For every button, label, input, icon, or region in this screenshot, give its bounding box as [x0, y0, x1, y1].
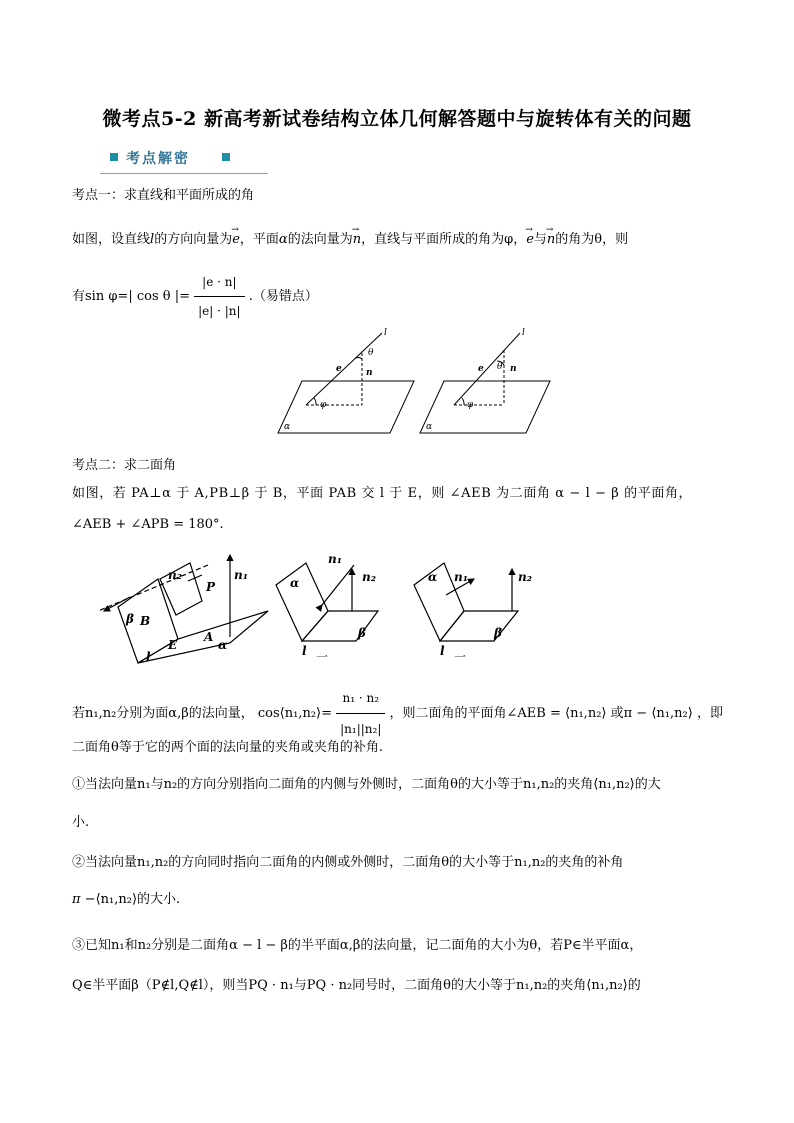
kd2-line2: ∠AEB + ∠APB = 180°. [72, 517, 224, 532]
kd1-note: .（易错点） [248, 289, 318, 304]
plane-alpha [420, 381, 550, 433]
para-fraction [336, 683, 385, 744]
kd1-vec-n: → n [547, 230, 555, 250]
plane-alpha [276, 563, 328, 641]
item-text: 的大小. [137, 892, 181, 907]
fig1-label-n: n [366, 368, 373, 378]
dihedral-angle-figures [90, 545, 550, 670]
theta-arc [356, 358, 362, 359]
banner-underline [100, 173, 268, 174]
kd1-formula-lhs: 有sin φ=| cos θ |= [72, 289, 190, 304]
banner-label: 考点解密 [126, 151, 190, 167]
angle-bracket: ⟨n₁,n₂⟩ [651, 706, 693, 721]
fig-label-l: l [146, 650, 151, 664]
fig-label-beta: β [126, 612, 134, 626]
angle-bracket: ⟨n₁,n₂⟩ [586, 978, 628, 993]
kd2-item3-cont [72, 976, 641, 996]
kd1-heading: 考点一：求直线和平面所成的角 [72, 188, 255, 203]
kd1-text: 与 [533, 232, 547, 247]
frac-numerator: n₁ · n₂ [336, 683, 385, 714]
angle-bracket: ⟨n₁,n₂⟩ [565, 706, 607, 721]
kd1-text: ，直线与平面所成的角为φ， [361, 232, 527, 247]
kd2-para-line2: 二面角θ等于它的两个面的法向量的夹角或夹角的补角. [72, 740, 383, 755]
fig3-label-alpha: α [428, 570, 438, 584]
plane-beta [440, 611, 518, 641]
kd1-vec-e: → e [526, 230, 534, 250]
fig2-label-n: n [510, 364, 517, 374]
banner-square-icon [110, 153, 118, 161]
fig1-label-theta: θ [368, 348, 374, 358]
fig-label-E: E [168, 638, 178, 652]
item-text: ①当法向量n₁与n₂的方向分别指向二面角的内侧与外侧时，二面角θ的大小等于n₁,n₂的夹角 [72, 777, 594, 792]
phi-arc [314, 398, 316, 405]
para-text: ，即 [696, 706, 723, 721]
kd1-formula-fraction [194, 268, 244, 325]
kd1-text: 的方向向量为 [154, 232, 233, 247]
fig1-label-alpha: α [284, 422, 291, 432]
fig-label-n1: n₁ [234, 568, 248, 582]
fig2-label-l: l [302, 644, 307, 658]
fig2-label-alpha: α [426, 422, 433, 432]
fig3-label-l: l [440, 644, 445, 658]
fig2-label-n2: n₂ [362, 570, 376, 584]
para-text: ，则二面角的平面角∠AEB = [389, 706, 561, 721]
kd2-item1 [72, 775, 661, 795]
fig-label-P: P [206, 580, 216, 594]
angle-bracket: ⟨n₁,n₂⟩ [95, 892, 138, 907]
fig3-label-bar: 一 [454, 650, 467, 664]
fig2-label-n1: n₁ [328, 552, 342, 566]
fig-label-B: B [140, 614, 151, 628]
banner-square-icon [222, 153, 230, 161]
kd2-heading: 考点二：求二面角 [72, 458, 177, 473]
fig-label-A: A [204, 630, 214, 644]
para-cos: cos⟨n₁,n₂⟩= [257, 706, 332, 721]
fig-label-n2: n₂ [168, 568, 182, 582]
kd2-item2: ②当法向量n₁,n₂的方向同时指向二面角的内侧或外侧时，二面角θ的大小等于n₁,n₂的夹角的补角 [72, 855, 624, 870]
item-pi: π − [72, 892, 96, 907]
frac-numerator: |e · n| [194, 268, 244, 297]
kd1-var-alpha: α [278, 232, 288, 247]
fig3-label-beta: β [494, 626, 502, 640]
fig2-label-phi: φ [467, 400, 474, 410]
fig2-label-l: l [522, 328, 525, 338]
kd1-vec-e: → e [232, 230, 240, 250]
fig3-label-n2: n₂ [518, 570, 532, 584]
kd1-vec-n: → n [353, 230, 361, 250]
page-title: 微考点5-2 新高考新试卷结构立体几何解答题中与旋转体有关的问题 [102, 108, 692, 130]
fig2-label-e: e [478, 364, 484, 374]
fig1-label-phi: φ [320, 400, 327, 410]
phi-arc [462, 398, 464, 405]
fig2-label-beta: β [358, 626, 366, 640]
normal-n1 [322, 565, 354, 605]
frac-denominator: |e| · |n| [198, 304, 241, 318]
section-banner [100, 146, 268, 174]
normal-n2 [98, 565, 208, 611]
figure-1 [278, 333, 414, 433]
item-text: 的大 [634, 777, 661, 792]
para-text: 或π − [610, 706, 648, 721]
para-text: 若n₁,n₂分别为面α,β的法向量， [72, 706, 254, 721]
kd1-text: 的法向量为 [287, 232, 353, 247]
kd2-item3: ③已知n₁和n₂分别是二面角α − l − β的半平面α,β的法向量，记二面角的大小为θ，若P∈半平面α， [72, 938, 643, 953]
fig1-label-l: l [384, 328, 387, 338]
angle-bracket: ⟨n₁,n₂⟩ [593, 777, 635, 792]
kd1-text: 如图，设直线 [72, 232, 151, 247]
kd1-line2 [72, 268, 318, 325]
plane-beta [302, 611, 378, 641]
fig1-label-e: e [336, 364, 342, 374]
kd2-para-normals [72, 683, 723, 744]
kd2-item1-cont: 小. [72, 815, 90, 830]
fig2-label-theta: θ [497, 362, 503, 372]
kd1-line1 [72, 230, 628, 250]
item-text: 的 [627, 978, 641, 993]
kd2-item2-cont [72, 890, 180, 910]
kd1-text: 的角为θ，则 [555, 232, 629, 247]
fig2-label-bar: 一 [316, 650, 329, 664]
kd2-line1: 如图，若 PA⊥α 于 A,PB⊥β 于 B，平面 PAB 交 l 于 E，则 ∠AEB 为二面角 α − l − β 的平面角， [72, 486, 693, 501]
line-plane-angle-figures [270, 325, 560, 440]
plane-alpha [278, 381, 414, 433]
kd1-text: ，平面 [239, 232, 279, 247]
figure-2 [420, 333, 550, 433]
fig3-label-n1: n₁ [454, 570, 468, 584]
fig2-label-alpha: α [290, 576, 300, 590]
kd1-var-l: l [150, 232, 155, 247]
item-text: Q∈半平面β（P∉l,Q∉l），则当PQ · n₁与PQ · n₂同号时，二面角θ的大小等于n₁,n₂的夹角 [72, 978, 587, 993]
plane-alpha [138, 611, 268, 663]
fig-label-alpha: α [218, 638, 228, 652]
frac-denominator: |n₁||n₂| [340, 722, 382, 736]
